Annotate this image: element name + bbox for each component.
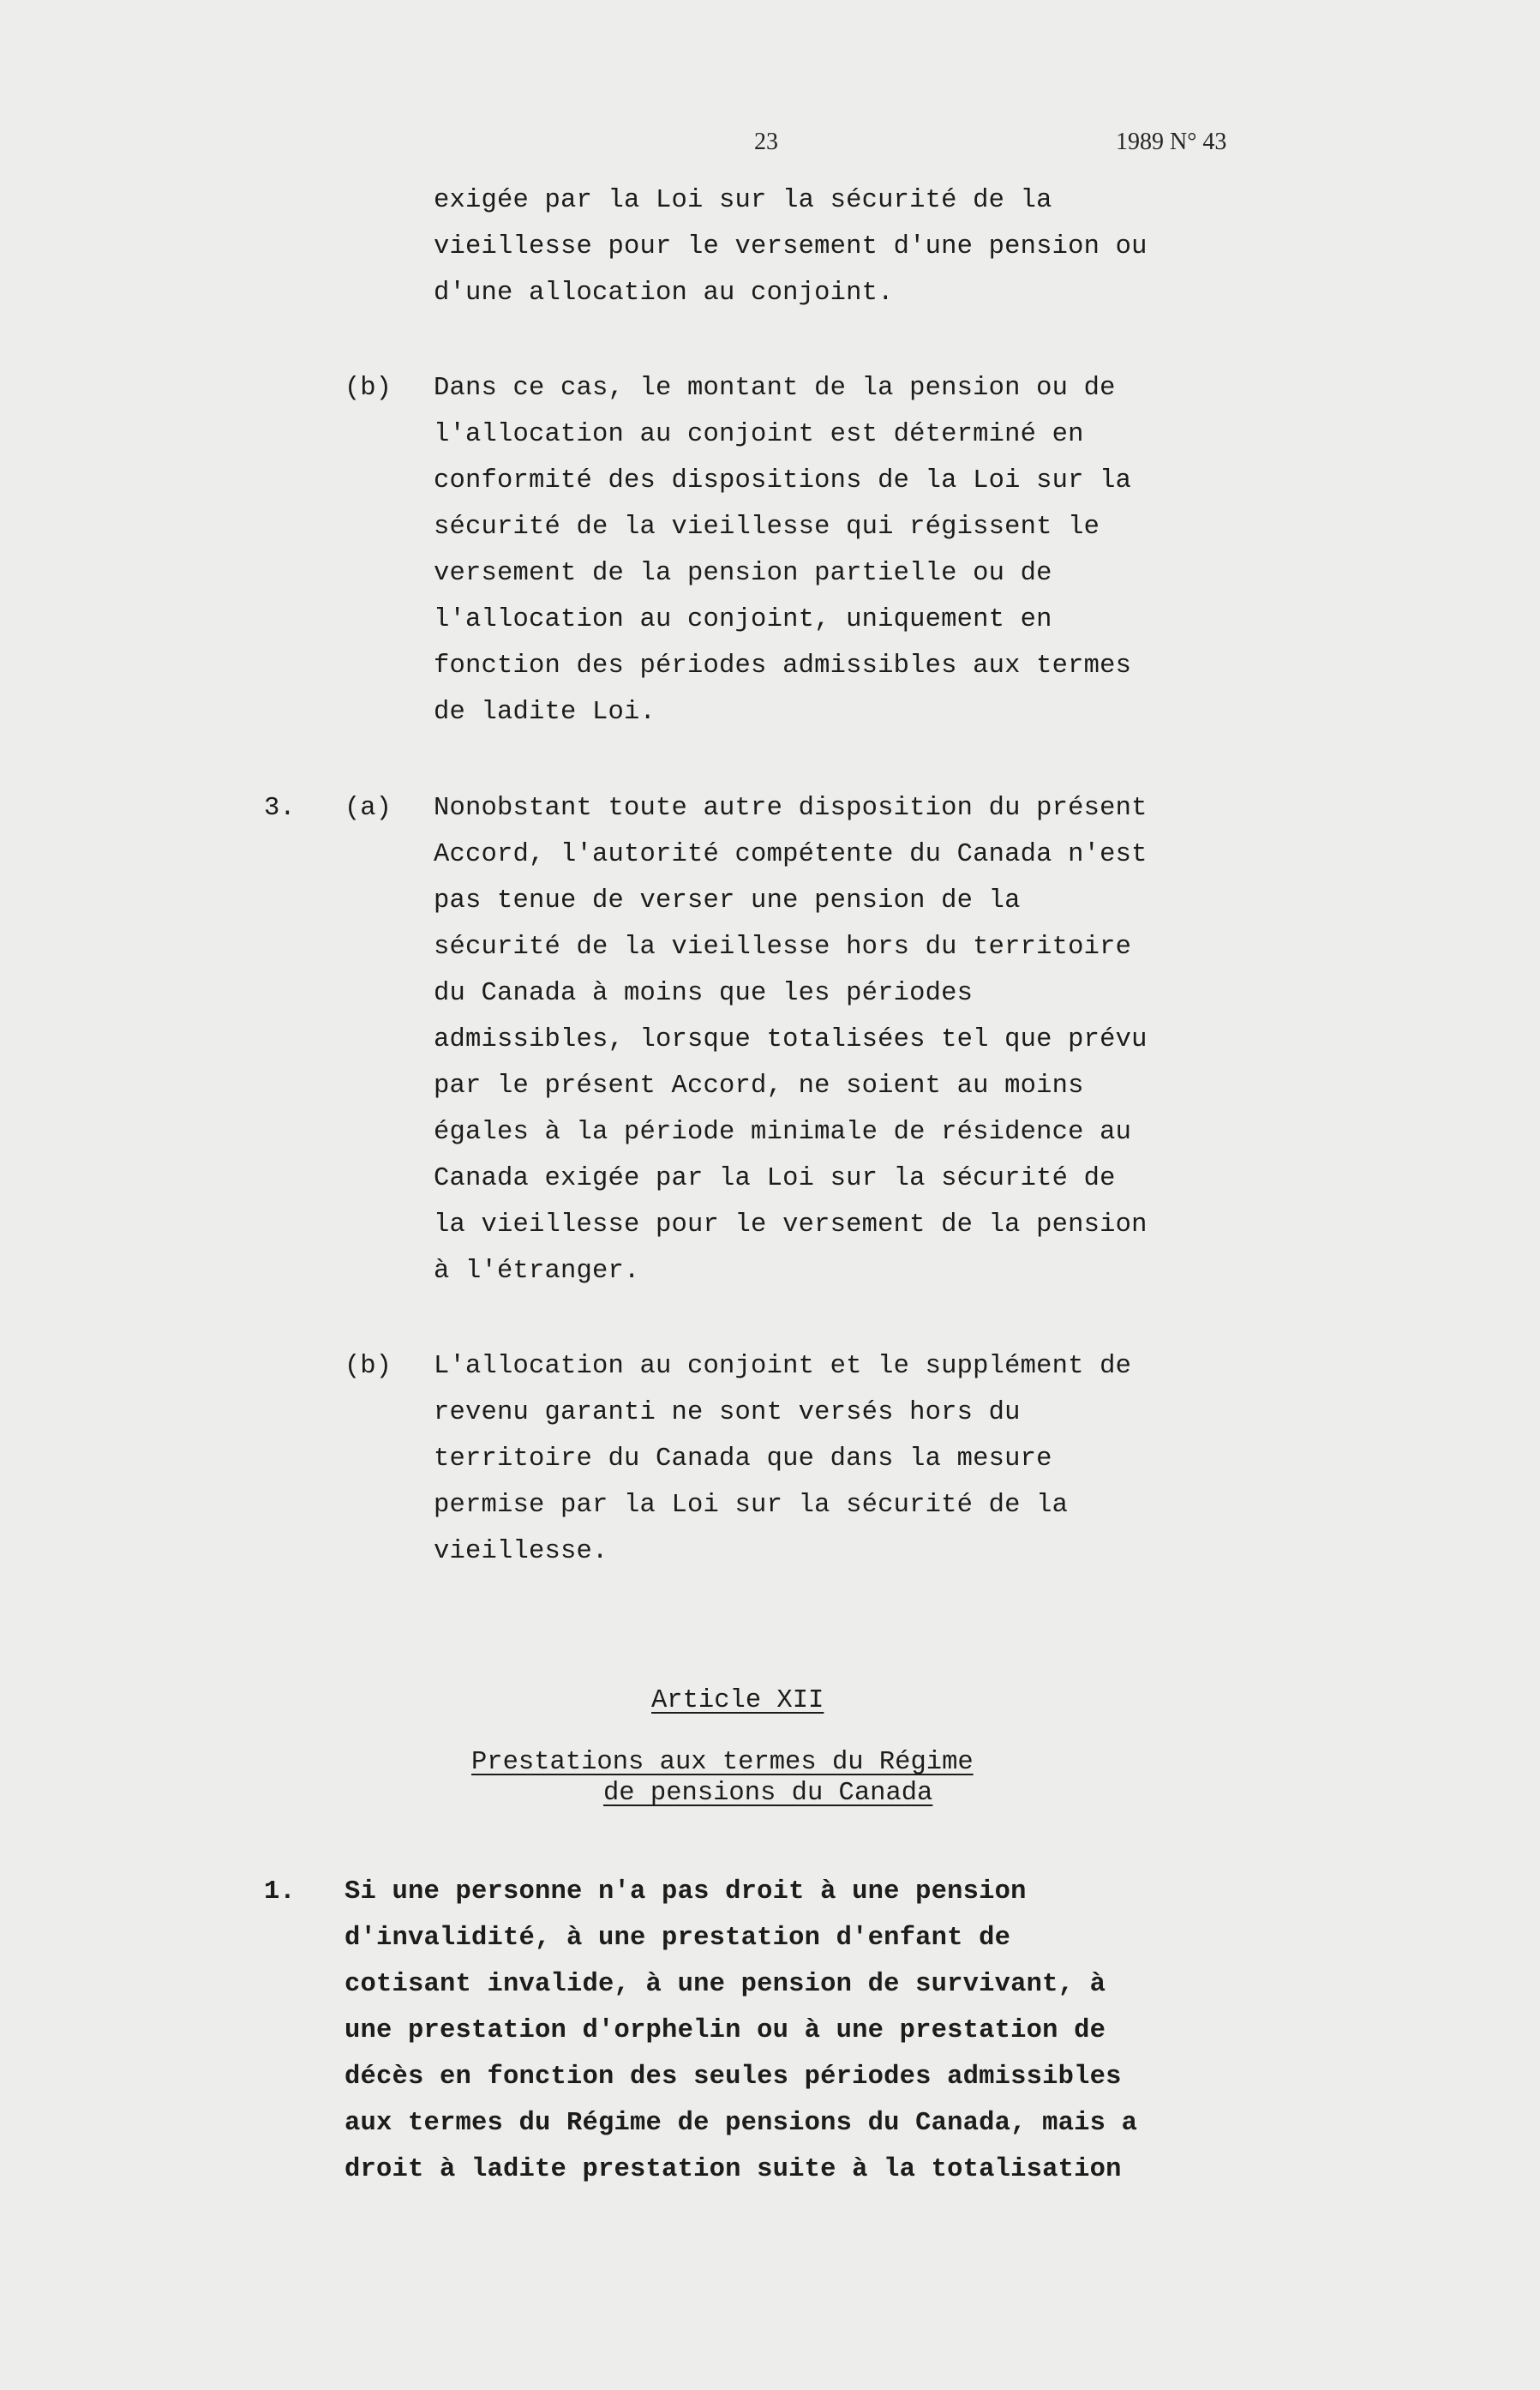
text-line: revenu garanti ne sont versés hors du bbox=[434, 1398, 1021, 1427]
text-line: fonction des périodes admissibles aux termes bbox=[434, 652, 1132, 681]
text-line: pas tenue de verser une pension de la bbox=[434, 886, 1021, 916]
text-line: Si une personne n'a pas droit à une pension bbox=[345, 1877, 1027, 1907]
article-subtitle: Prestations aux termes du Régime bbox=[471, 1748, 974, 1777]
text-line: la vieillesse pour le versement de la pension bbox=[434, 1210, 1148, 1240]
text-line: du Canada à moins que les périodes bbox=[434, 979, 974, 1008]
page-number: 23 bbox=[754, 129, 778, 155]
text-line: cotisant invalide, à une pension de survivant, à bbox=[345, 1970, 1106, 1999]
text-line: décès en fonction des seules périodes admissibles bbox=[345, 2063, 1122, 2092]
text-line: conformité des dispositions de la Loi sur la bbox=[434, 466, 1132, 495]
text-line: d'invalidité, à une prestation d'enfant de bbox=[345, 1924, 1011, 1953]
text-line: L'allocation au conjoint et le supplément de bbox=[434, 1352, 1132, 1381]
text-line: sécurité de la vieillesse hors du territoire bbox=[434, 933, 1132, 962]
text-line: vieillesse pour le versement d'une pension ou bbox=[434, 232, 1148, 261]
clause-label: (a) bbox=[345, 794, 392, 823]
text-line: égales à la période minimale de résidence au bbox=[434, 1118, 1132, 1147]
text-line: Accord, l'autorité compétente du Canada n'est bbox=[434, 840, 1148, 869]
text-line: territoire du Canada que dans la mesure bbox=[434, 1444, 1052, 1474]
article-subtitle: de pensions du Canada bbox=[603, 1779, 933, 1808]
text-line: une prestation d'orphelin ou à une prestation de bbox=[345, 2016, 1106, 2045]
text-line: permise par la Loi sur la sécurité de la bbox=[434, 1491, 1069, 1520]
clause-label: (b) bbox=[345, 374, 392, 403]
text-line: aux termes du Régime de pensions du Canada, mais a bbox=[345, 2109, 1138, 2138]
text-line: Dans ce cas, le montant de la pension ou de bbox=[434, 374, 1116, 403]
text-line: à l'étranger. bbox=[434, 1257, 640, 1286]
clause-label: (b) bbox=[345, 1352, 392, 1381]
text-line: l'allocation au conjoint, uniquement en bbox=[434, 605, 1052, 634]
text-line: versement de la pension partielle ou de bbox=[434, 559, 1052, 588]
text-line: sécurité de la vieillesse qui régissent le bbox=[434, 513, 1100, 542]
text-line: exigée par la Loi sur la sécurité de la bbox=[434, 186, 1052, 215]
text-line: l'allocation au conjoint est déterminé en bbox=[434, 420, 1084, 449]
document-reference: 1989 N° 43 bbox=[1116, 129, 1227, 155]
text-line: vieillesse. bbox=[434, 1537, 608, 1566]
section-number: 1. bbox=[264, 1877, 296, 1907]
article-title: Article XII bbox=[651, 1686, 824, 1715]
section-number: 3. bbox=[264, 794, 296, 823]
text-line: droit à ladite prestation suite à la totalisation bbox=[345, 2155, 1122, 2184]
text-line: admissibles, lorsque totalisées tel que prévu bbox=[434, 1025, 1148, 1054]
text-line: par le présent Accord, ne soient au moins bbox=[434, 1072, 1084, 1101]
text-line: de ladite Loi. bbox=[434, 698, 656, 727]
text-line: Nonobstant toute autre disposition du présent bbox=[434, 794, 1148, 823]
text-line: d'une allocation au conjoint. bbox=[434, 279, 894, 308]
text-line: Canada exigée par la Loi sur la sécurité de bbox=[434, 1164, 1116, 1193]
